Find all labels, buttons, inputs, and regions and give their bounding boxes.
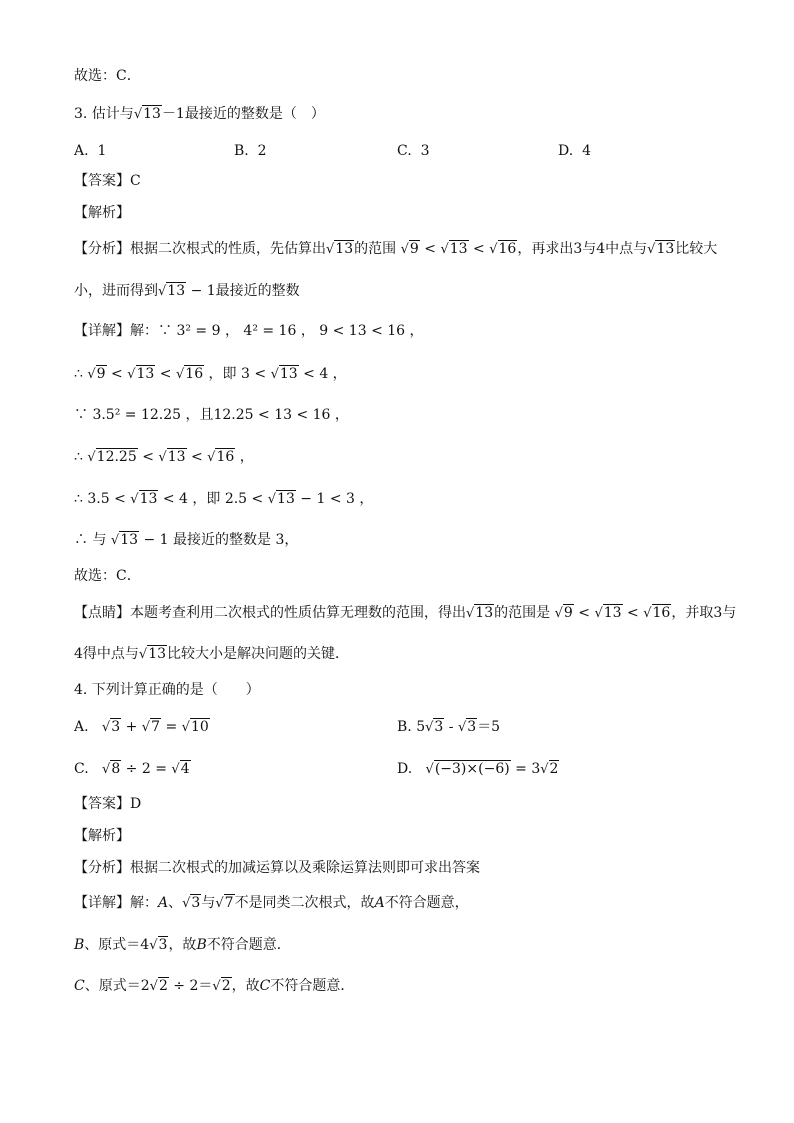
q2-conclusion: 故选：C． [74,68,141,84]
q4-answer: 【答案】D [74,796,142,812]
q3-analysis-tag: 【解析】 [74,205,130,221]
q4-stem: 4. 下列计算正确的是（ ） [74,682,260,698]
q4-option-d: D. √(−3)×(−6) = 3√2 [397,761,559,777]
q3-detail-line1: 【详解】解：∵ 3² = 9 ， 4² = 16 ， 9 < 13 < 16 ， [74,323,424,339]
q3-detail-line4: ∴ √12.25 < √13 < √16 ， [74,449,254,465]
q4-fenxi: 【分析】根据二次根式的加减运算以及乘除运算法则即可求出答案 [74,860,480,876]
q4-option-c: C. √8 ÷ 2 = √4 [74,761,190,777]
q4-analysis-tag: 【解析】 [74,828,130,844]
q3-stem: 3. 估计与√13－1最接近的整数是（ ） [74,106,325,122]
q3-detail-line2: ∴ √9 < √13 < √16 ，即 3 < √13 < 4 ， [74,366,347,382]
q3-fenxi-line2: 小，进而得到√13 − 1最接近的整数 [74,283,300,299]
q3-stem-tail: －1最接近的整数是（ ） [161,106,325,122]
q4-detail-line2: B、原式＝4√3，故B不符合题意． [74,937,291,953]
q4-detail-line1: 【详解】解：A、√3与√7不是同类二次根式，故A不符合题意， [74,895,469,911]
q3-detail-line5: ∴ 3.5 < √13 < 4 ，即 2.5 < √13 − 1 < 3 ， [74,491,374,507]
q3-fenxi-line1: 【分析】根据二次根式的性质，先估算出√13的范围 √9 < √13 < √16，再求出3与4中点与√13比较大 [74,241,718,257]
q3-stem-pre: 3. 估计与 [74,106,134,122]
q3-conclusion: 故选：C． [74,568,141,584]
q3-dianjing-line2: 4得中点与√13比较大小是解决问题的关键． [74,646,350,662]
q3-detail-line3: ∵ 3.5² = 12.25 ，且12.25 < 13 < 16 ， [74,407,349,423]
q3-dianjing-line1: 【点睛】本题考查利用二次根式的性质估算无理数的范围，得出√13的范围是 √9 < √13 < √16，并取3与 [74,605,737,621]
q3-option-b: B. 2 [234,143,267,159]
q4-option-a: A. √3 + √7 = √10 [74,719,209,735]
q3-stem-radicand: 13 [143,106,161,122]
q3-option-d: D. 4 [558,143,592,159]
q3-answer: 【答案】C [74,173,141,189]
q3-option-a: A. 1 [74,143,107,159]
q4-option-b: B. 5√3 - √3＝5 [397,719,501,735]
q3-detail-line6: ∴ 与 √13 − 1 最接近的整数是 3， [74,532,299,548]
q4-detail-line3: C、原式＝2√2 ÷ 2＝√2，故C不符合题意． [74,978,355,994]
q3-option-c: C. 3 [397,143,430,159]
